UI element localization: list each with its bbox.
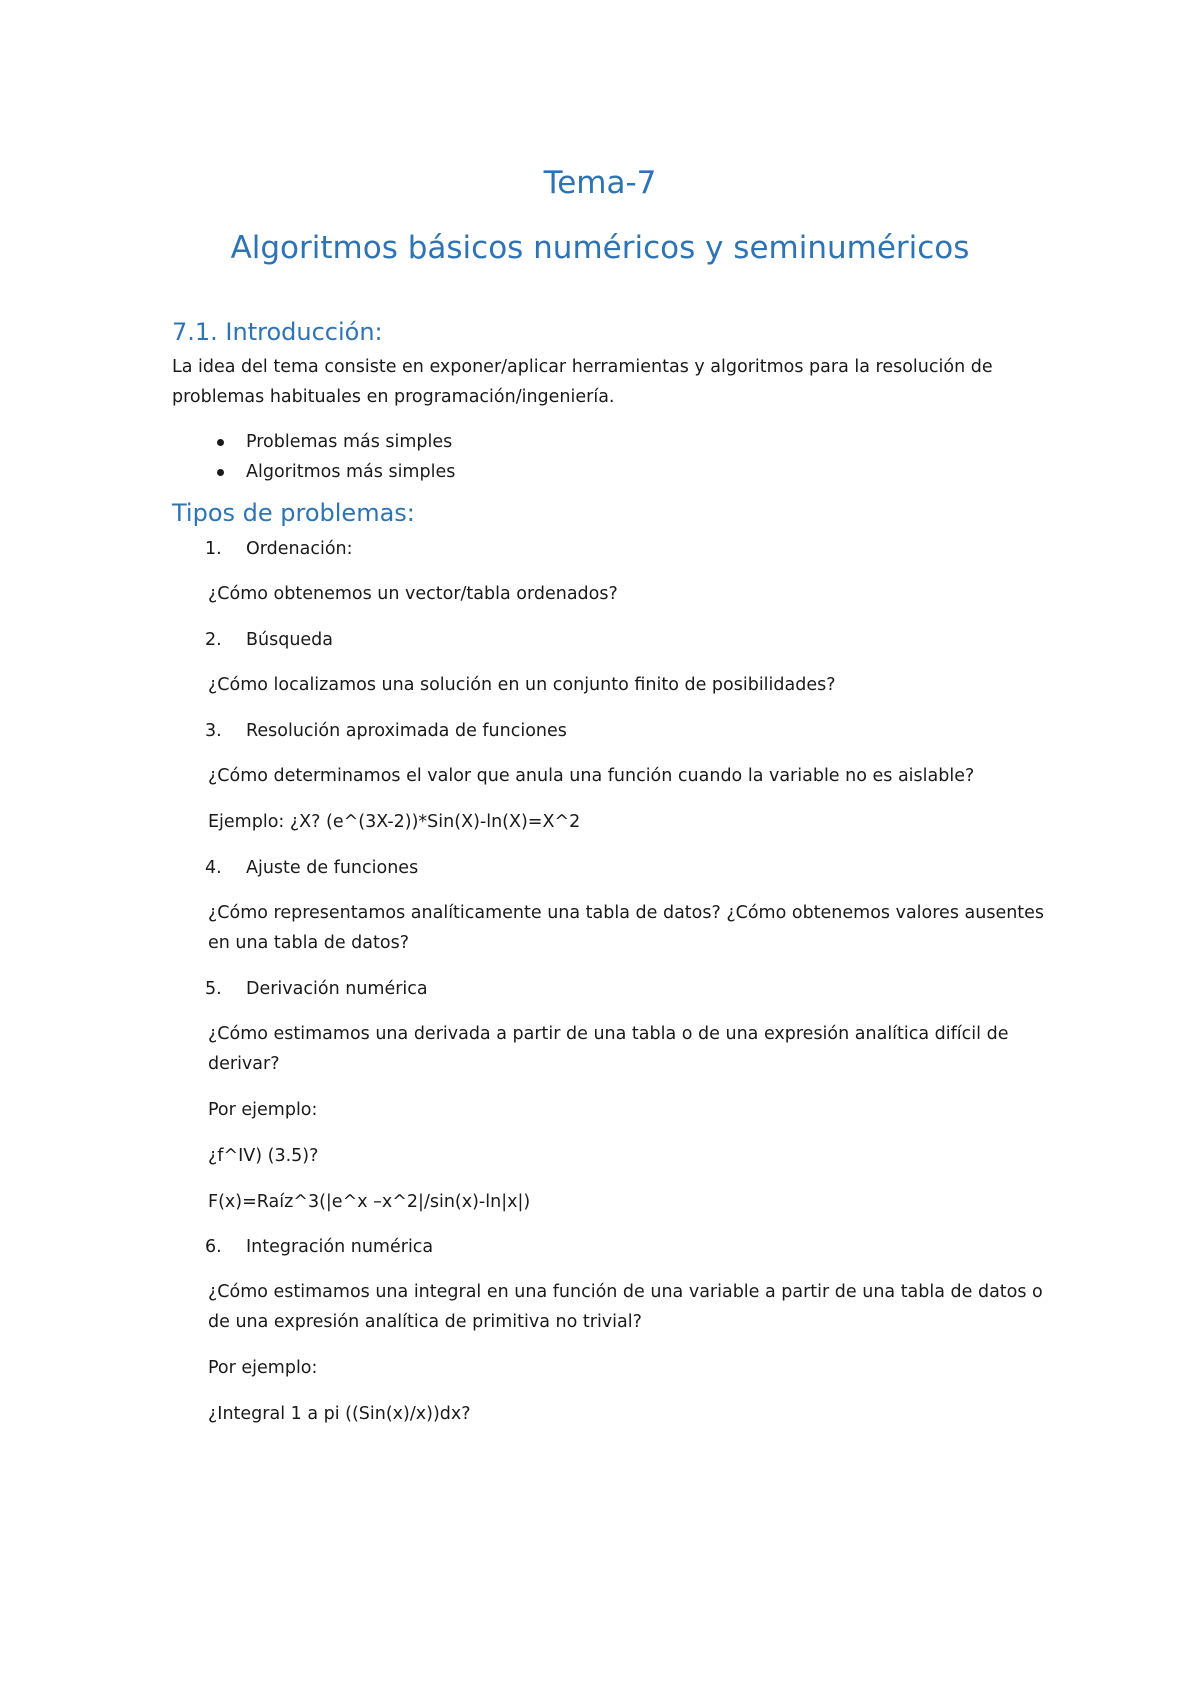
item-label: Resolución aproximada de funciones <box>246 721 567 741</box>
document-subtitle: Algoritmos básicos numéricos y seminuméricos <box>230 230 970 266</box>
problem-type-item <box>205 534 353 564</box>
item-label: Integración numérica <box>246 1237 434 1257</box>
item-formula: ¿Integral 1 a pi ((Sin(x)/x))dx? <box>208 1404 471 1424</box>
intro-paragraph: La idea del tema consiste en exponer/aplicar herramientas y algoritmos para la resolución de problemas habituales en programación/ingeniería. <box>172 357 999 407</box>
item-number: 6. <box>205 1237 222 1257</box>
item-paragraph: ¿Cómo representamos analíticamente una tabla de datos? ¿Cómo obtenemos valores ausentes en una tabla de datos? <box>208 903 1045 953</box>
item-formula: ¿f^IV) (3.5)? <box>208 1146 319 1166</box>
item-paragraph: ¿Cómo estimamos una integral en una función de una variable a partir de una tabla de datos o de una expresión analítica de primitiva no trivial? <box>208 1282 1043 1332</box>
item-paragraph: ¿Cómo obtenemos un vector/tabla ordenados? <box>208 584 618 604</box>
item-example: Ejemplo: ¿X? (e^(3X-2))*Sin(X)-ln(X)=X^2 <box>208 812 581 832</box>
item-label: Derivación numérica <box>246 979 428 999</box>
problem-type-item <box>205 853 418 883</box>
intro-bullet-list <box>172 427 455 487</box>
item-paragraph: ¿Cómo estimamos una derivada a partir de una tabla o de una expresión analítica difícil de derivar? <box>208 1024 1009 1074</box>
section-heading-tipos: Tipos de problemas: <box>172 499 415 527</box>
item-formula: F(x)=Raíz^3(|e^x –x^2|/sin(x)-ln|x|) <box>208 1192 531 1212</box>
problem-type-item <box>205 625 333 655</box>
item-label: Ajuste de funciones <box>246 858 419 878</box>
bullet-icon <box>217 439 224 446</box>
item-paragraph: ¿Cómo determinamos el valor que anula una función cuando la variable no es aislable? <box>208 766 975 786</box>
item-label: Búsqueda <box>246 630 334 650</box>
bullet-item <box>172 427 455 457</box>
bullet-item <box>172 457 455 487</box>
item-number: 2. <box>205 630 222 650</box>
item-number: 3. <box>205 721 222 741</box>
document-title: Tema-7 <box>543 165 657 201</box>
item-label: Ordenación: <box>246 539 353 559</box>
item-paragraph: Por ejemplo: <box>208 1358 318 1378</box>
item-number: 5. <box>205 979 222 999</box>
bullet-text: Problemas más simples <box>246 432 453 452</box>
item-number: 1. <box>205 539 222 559</box>
problem-type-item <box>205 716 567 746</box>
item-paragraph: Por ejemplo: <box>208 1100 318 1120</box>
section-heading-intro: 7.1. Introducción: <box>172 318 383 346</box>
problem-type-item <box>205 1232 433 1262</box>
problem-type-item <box>205 974 428 1004</box>
item-number: 4. <box>205 858 222 878</box>
item-paragraph: ¿Cómo localizamos una solución en un conjunto finito de posibilidades? <box>208 675 836 695</box>
bullet-text: Algoritmos más simples <box>246 462 456 482</box>
bullet-icon <box>217 469 224 476</box>
